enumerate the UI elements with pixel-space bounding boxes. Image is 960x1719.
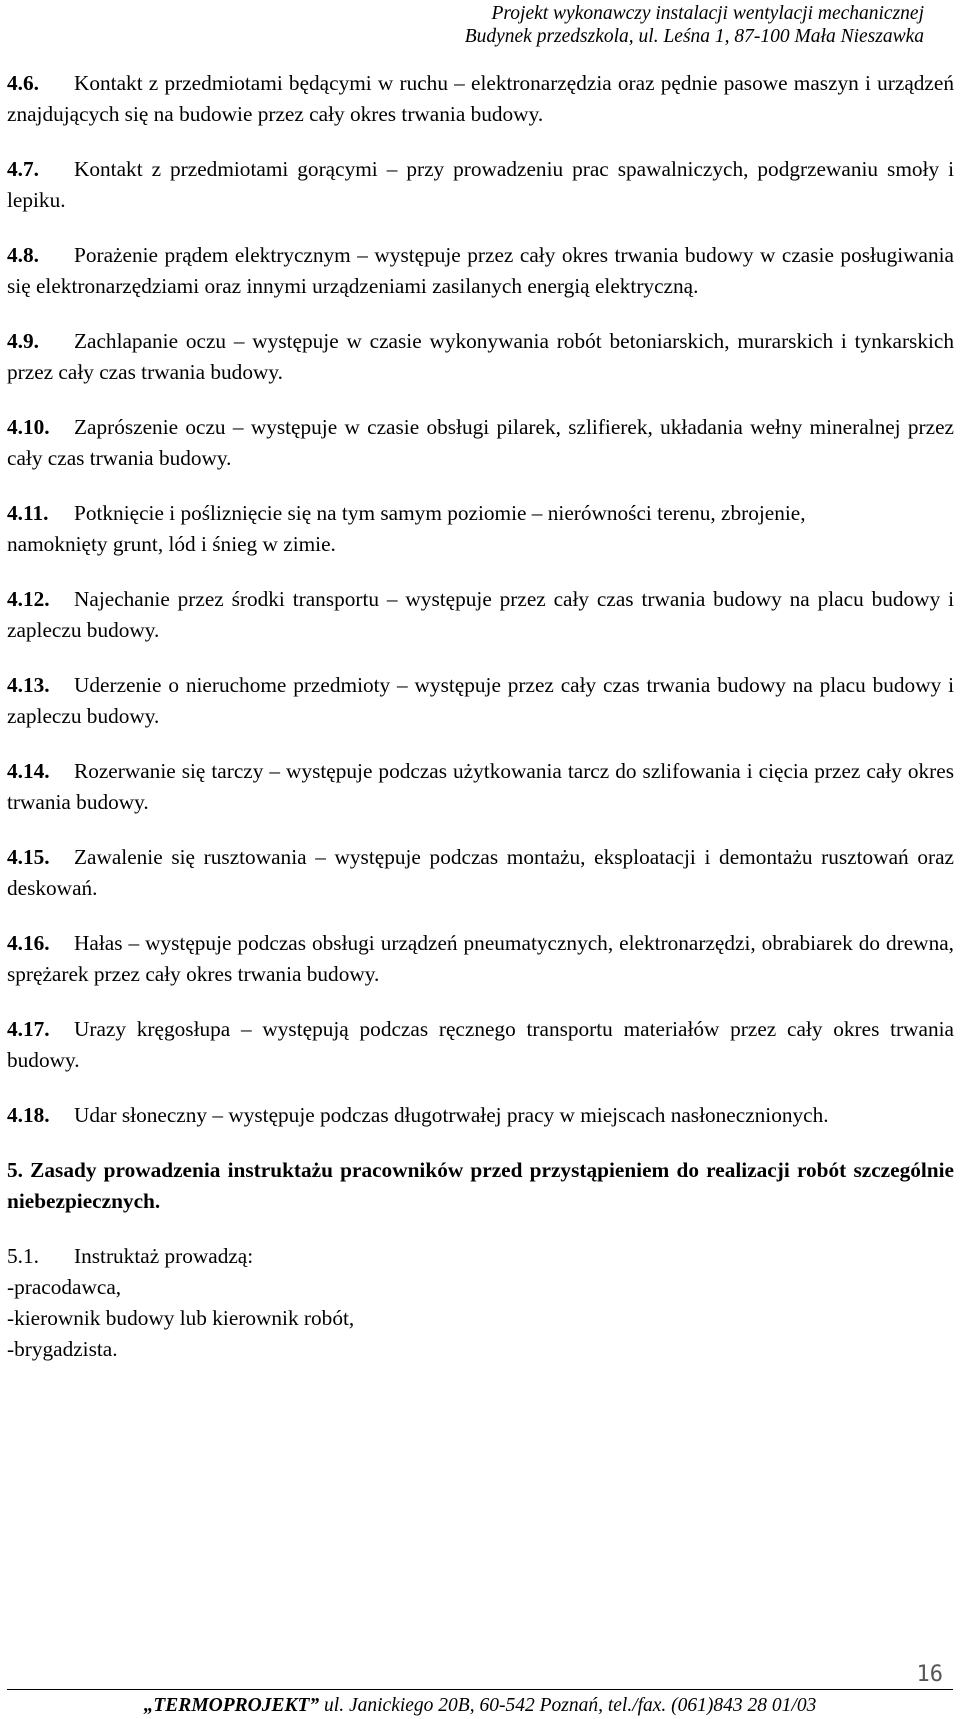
page-number: 16 [916,1662,943,1687]
item-text: Hałas – występuje podczas obsługi urządzeń pneumatycznych, elektronarzędzi, obrabiarek do drewna, sprężarek przez cały okres trwania budowy. [7,931,954,986]
item-text: Zachlapanie oczu – występuje w czasie wykonywania robót betoniarskich, murarskich i tynkarskich przez cały czas trwania budowy. [7,329,954,384]
item-text: Rozerwanie się tarczy – występuje podczas użytkowania tarcz do szlifowania i cięcia przez cały okres trwania budowy. [7,759,954,814]
item-text: Potknięcie i pośliznięcie się na tym samym poziomie – nierówności terenu, zbrojenie, [74,501,806,525]
item-text: Urazy kręgosłupa – występują podczas ręcznego transportu materiałów przez cały okres trwania budowy. [7,1017,954,1072]
list-item [7,670,954,732]
item-number: 4.12. [7,587,50,611]
item-text: Uderzenie o nieruchome przedmioty – występuje przez cały czas trwania budowy na placu budowy i zapleczu budowy. [7,673,954,728]
list-item [7,1014,954,1076]
item-number: 4.14. [7,759,50,783]
list-item [7,412,954,474]
item-number: 4.8. [7,243,39,267]
item-text-continued: namoknięty grunt, lód i śnieg w zimie. [7,532,336,556]
subsection-5-1 [7,1241,954,1272]
item-text: Udar słoneczny – występuje podczas długotrwałej pracy w miejscach nasłonecznionych. [74,1103,829,1127]
list-item [7,68,954,130]
item-number: 4.10. [7,415,50,439]
list-item [7,1100,954,1131]
instructors-list [7,1272,954,1365]
list-item: -kierownik budowy lub kierownik robót, [7,1306,355,1330]
item-number: 4.17. [7,1017,50,1041]
item-number: 4.9. [7,329,39,353]
item-number: 4.18. [7,1103,50,1127]
item-number: 4.11. [7,501,49,525]
item-text: Porażenie prądem elektrycznym – występuje przez cały okres trwania budowy w czasie posługiwania się elektronarzędziami oraz innymi urządzeniami zasilanych energią elektryczną. [7,243,954,298]
list-item [7,928,954,990]
hazard-list [7,68,954,1131]
header-line-1: Projekt wykonawczy instalacji wentylacji mechanicznej [491,3,924,24]
subsection-number: 5.1. [7,1244,39,1268]
list-item: -brygadzista. [7,1337,118,1361]
list-item [7,584,954,646]
section-5-title: 5. Zasady prowadzenia instruktażu pracowników przed przystąpieniem do realizacji robót szczególnie niebezpiecznych. [7,1158,954,1213]
item-text: Najechanie przez środki transportu – występuje przez cały czas trwania budowy na placu budowy i zapleczu budowy. [7,587,954,642]
item-number: 4.15. [7,845,50,869]
page-footer [0,1694,960,1717]
list-item [7,842,954,904]
subsection-text: Instruktaż prowadzą: [74,1244,254,1268]
page-header [465,2,924,48]
item-text: Kontakt z przedmiotami będącymi w ruchu – elektronarzędzia oraz pędnie pasowe maszyn i urządzeń znajdujących się na budowie przez cały okres trwania budowy. [7,71,954,126]
footer-address: ul. Janickiego 20B, 60-542 Poznań, tel./fax. (061)843 28 01/03 [319,1695,817,1716]
item-text: Zawalenie się rusztowania – występuje podczas montażu, eksploatacji i demontażu rusztowań oraz deskowań. [7,845,954,900]
item-number: 4.16. [7,931,50,955]
list-item [7,240,954,302]
list-item [7,498,954,560]
list-item [7,154,954,216]
footer-divider [7,1689,953,1690]
list-item: -pracodawca, [7,1275,122,1299]
header-line-2: Budynek przedszkola, ul. Leśna 1, 87-100 Mała Nieszawka [464,26,924,47]
item-number: 4.7. [7,157,39,181]
list-item [7,326,954,388]
item-text: Kontakt z przedmiotami gorącymi – przy prowadzeniu prac spawalniczych, podgrzewaniu smoły i lepiku. [7,157,954,212]
item-number: 4.13. [7,673,50,697]
document-body [7,68,954,1365]
list-item [7,756,954,818]
item-number: 4.6. [7,71,39,95]
item-text: Zaprószenie oczu – występuje w czasie obsługi pilarek, szlifierek, układania wełny mineralnej przez cały czas trwania budowy. [7,415,954,470]
footer-company: „TERMOPROJEKT” [143,1695,320,1716]
